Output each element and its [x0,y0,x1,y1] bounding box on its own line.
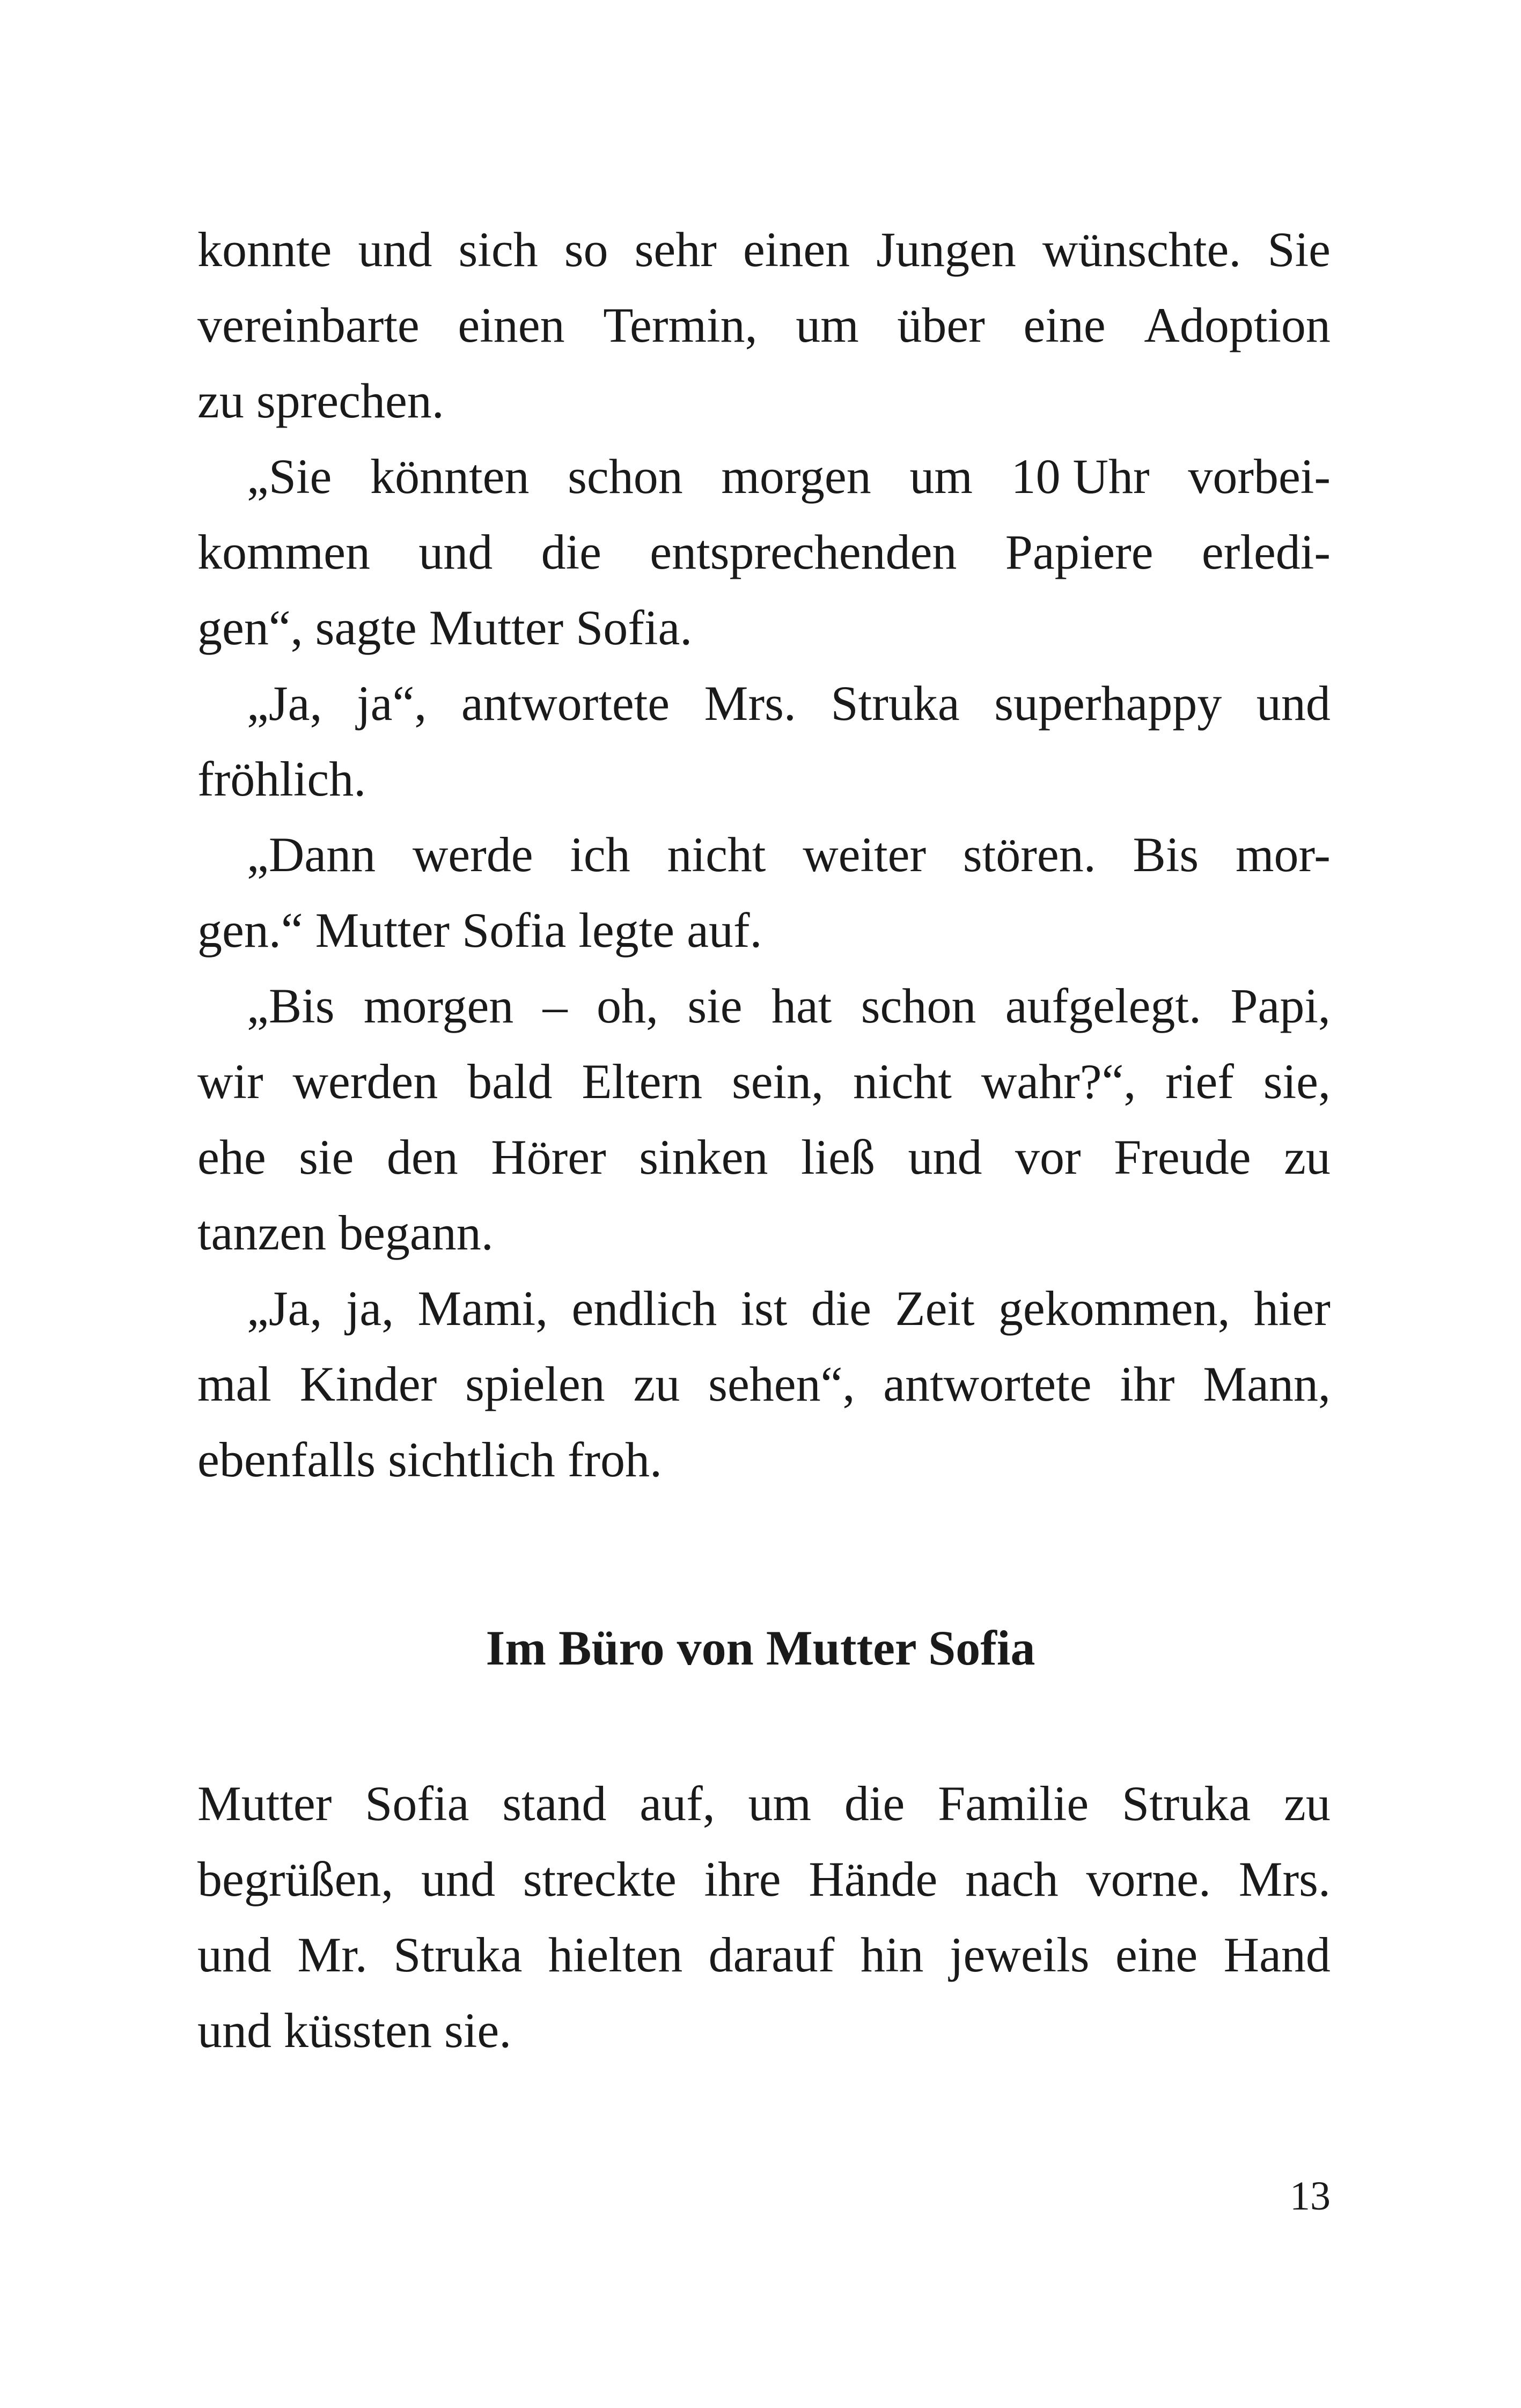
paragraph [197,817,1331,968]
word: zu [1284,1776,1331,1831]
word: Papi, [1230,978,1331,1033]
word: wir [197,1054,263,1109]
word: antwortete [461,676,670,731]
word: rief [1165,1054,1234,1109]
text-line [197,363,1331,439]
word: begrüßen, [197,1852,394,1906]
text-line [197,1346,1331,1422]
word: schon [861,978,976,1033]
word: sehen“, [708,1357,855,1411]
word: einen [743,222,850,277]
word: sein, [731,1054,824,1109]
word: und [197,1927,271,1982]
word: morgen [721,449,871,504]
word: zu [633,1357,680,1411]
word: hier [1253,1281,1331,1336]
word: und [908,1130,982,1184]
word: fröhlich. [197,752,366,806]
text-line [197,1766,1331,1842]
word: morgen [363,978,514,1033]
word: mor- [1235,827,1331,882]
word: weiter [803,827,927,882]
word: – [542,978,568,1033]
word: und [197,2003,271,2058]
word: wahr?“, [981,1054,1136,1109]
word: Mrs. [1238,1852,1331,1906]
word: sie [687,978,743,1033]
word: die [844,1776,905,1831]
word: die [811,1281,872,1336]
text-line [197,1271,1331,1346]
word: darauf [708,1927,835,1982]
word: entsprechenden [650,525,957,579]
paragraph [197,439,1331,666]
word: „Sie [247,449,332,504]
word: Struka [831,676,960,731]
word: Sofia [462,903,567,958]
word: ließ [800,1130,875,1184]
word: einen [458,298,565,352]
word: eine [1115,1927,1198,1982]
page-number: 13 [1290,2174,1331,2219]
word: froh. [567,1432,663,1487]
word: schon [568,449,683,504]
word: vorne. [1086,1852,1211,1906]
word: sie. [444,2003,512,2058]
word: wünschte. [1042,222,1241,277]
word: begann. [339,1205,494,1260]
word: mal [197,1357,271,1411]
word: vereinbarte [197,298,420,352]
word: Sie [1267,222,1331,277]
paragraph [197,1271,1331,1498]
word: Mami, [417,1281,548,1336]
word: aufgelegt. [1005,978,1201,1033]
word: hielten [548,1927,683,1982]
text-line [197,1120,1331,1195]
word: stand [502,1776,607,1831]
word: Jungen [876,222,1016,277]
word: Eltern [582,1054,703,1109]
word: 10 Uhr [1011,449,1150,504]
text-line [197,893,1331,968]
word: sie [299,1130,354,1184]
word: sie, [1263,1054,1331,1109]
word: stören. [962,827,1096,882]
word: „Ja, [247,1281,322,1336]
word: Mutter [315,903,450,958]
word: Struka [1122,1776,1251,1831]
text-line [197,514,1331,590]
word: endlich [571,1281,717,1336]
word: ja, [346,1281,394,1336]
word: Sofia [365,1776,469,1831]
word: Kinder [299,1357,437,1411]
word: antwortete [883,1357,1092,1411]
word: ihre [704,1852,781,1906]
text-line [197,288,1331,363]
word: werde [412,827,533,882]
word: und [418,525,493,579]
text-line [197,968,1331,1044]
word: „Dann [247,827,376,882]
paragraph [197,212,1331,439]
word: gen“, [197,600,303,655]
word: gekommen, [998,1281,1230,1336]
text-line [197,1422,1331,1498]
word: oh, [597,978,659,1033]
word: vor [1015,1130,1081,1184]
word: auf, [640,1776,715,1831]
word: ja“, [357,676,427,731]
word: streckte [523,1852,677,1906]
word: jeweils [949,1927,1090,1982]
word: ist [740,1281,788,1336]
word: sehr [634,222,717,277]
word: bald [467,1054,553,1109]
word: zu [1284,1130,1331,1184]
word: Mutter [197,1776,332,1831]
word: nicht [667,827,766,882]
word: die [541,525,601,579]
word: Hände [809,1852,938,1906]
word: konnte [197,222,332,277]
word: Hörer [491,1130,606,1184]
word: Freude [1114,1130,1251,1184]
word: legte [578,903,675,958]
top-text-block [197,212,1331,1498]
word: gen.“ [197,903,303,958]
word: küssten [284,2003,432,2058]
word: sinken [639,1130,768,1184]
word: sich [458,222,538,277]
word: um [748,1776,812,1831]
text-line [197,1917,1331,1993]
text-line [197,666,1331,741]
word: Zeit [895,1281,975,1336]
word: Papiere [1005,525,1153,579]
word: erledi- [1201,525,1331,579]
text-line [197,212,1331,288]
text-line [197,1195,1331,1271]
text-line [197,741,1331,817]
word: ehe [197,1130,266,1184]
word: Bis [1133,827,1199,882]
word: vorbei- [1188,449,1331,504]
word: „Bis [247,978,335,1033]
word: eine [1023,298,1106,352]
word: Mr. [297,1927,368,1982]
word: und [358,222,432,277]
bottom-text-block [197,1766,1331,2068]
word: und [421,1852,496,1906]
word: Mutter [429,600,564,655]
text-line [197,590,1331,666]
word: so [564,222,608,277]
word: um [796,298,859,352]
paragraph [197,666,1331,817]
word: superhappy [994,676,1222,731]
word: Mann, [1203,1357,1331,1411]
word: zu [197,373,244,428]
word: und [1256,676,1331,731]
word: hin [861,1927,924,1982]
word: ich [570,827,630,882]
text-line [197,817,1331,893]
paragraph [197,968,1331,1271]
text-line [197,1044,1331,1120]
text-line [197,1993,1331,2068]
word: hat [771,978,832,1033]
word: Sofia. [576,600,693,655]
word: nicht [853,1054,952,1109]
paragraph [197,1766,1331,2068]
word: ebenfalls [197,1432,376,1487]
word: über [897,298,985,352]
word: den [386,1130,458,1184]
word: Mrs. [704,676,796,731]
word: um [909,449,973,504]
word: Struka [393,1927,523,1982]
word: könnten [370,449,530,504]
word: „Ja, [247,676,322,731]
word: nach [965,1852,1059,1906]
word: kommen [197,525,370,579]
word: tanzen [197,1205,327,1260]
word: sagte [315,600,417,655]
word: sprechen. [256,373,444,428]
word: ihr [1120,1357,1175,1411]
word: auf. [687,903,762,958]
word: spielen [465,1357,605,1411]
word: werden [292,1054,438,1109]
word: Adoption [1144,298,1331,352]
word: Familie [938,1776,1089,1831]
text-line [197,1842,1331,1917]
word: Termin, [603,298,758,352]
word: Hand [1223,1927,1331,1982]
text-line [197,439,1331,514]
word: sichtlich [388,1432,555,1487]
section-heading: Im Büro von Mutter Sofia [486,1621,1035,1675]
